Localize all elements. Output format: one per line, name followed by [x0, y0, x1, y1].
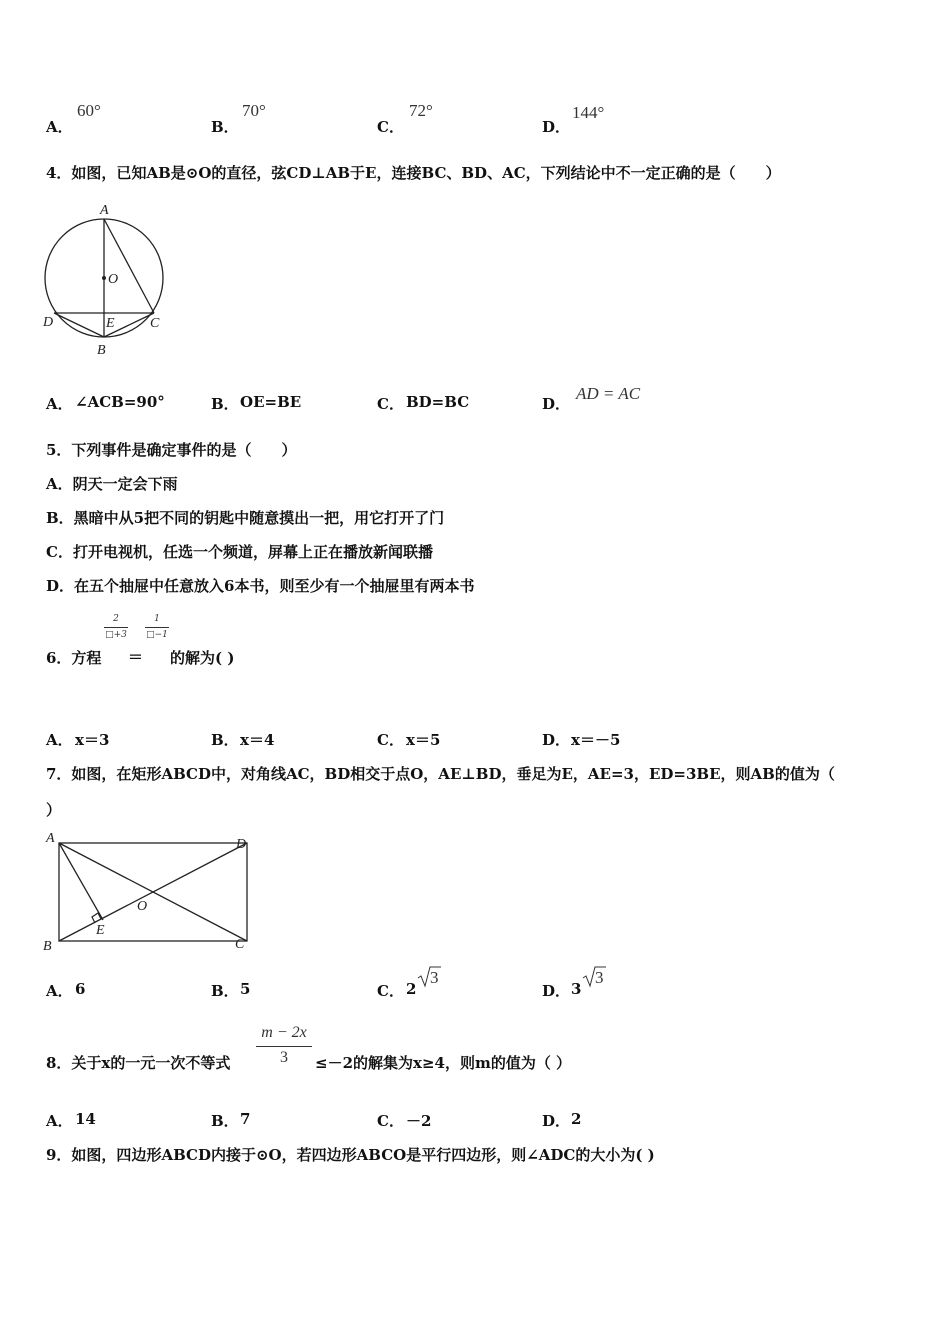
q5-stem: 5．下列事件是确定事件的是（ ）	[46, 441, 297, 459]
q4-label-d: D	[43, 315, 54, 330]
q3-option-a-letter: A．	[46, 118, 73, 136]
q3-option-a-value: 60°	[77, 101, 101, 120]
q4-option-c-value: BD=BC	[406, 393, 470, 411]
q6-right-numerator: 1	[154, 614, 160, 624]
q6-prefix: 6．方程	[46, 649, 102, 667]
q3-option-b-value: 70°	[242, 101, 266, 120]
q3-option-d-letter: D．	[542, 118, 571, 136]
q8-numerator: m − 2x	[261, 1024, 307, 1041]
q7-option-b-letter: B．	[211, 982, 239, 1000]
q9-stem: 9．如图，四边形ABCD内接于⊙O，若四边形ABCO是平行四边形，则∠ADC的大小为( )	[46, 1146, 655, 1164]
q4-label-b: B	[97, 343, 106, 358]
q8-option-a-value: 14	[75, 1110, 96, 1128]
q4-option-d-letter: D．	[542, 395, 571, 413]
q7-option-a-value: 6	[75, 980, 86, 998]
q5-option-d: D．在五个抽屉中任意放入6本书，则至少有一个抽屉里有两本书	[46, 577, 475, 595]
q4-option-b-letter: B．	[211, 395, 239, 413]
q7-option-c-letter: C．	[377, 982, 404, 1000]
q6-option-d-value: x＝－5	[571, 731, 621, 749]
q8-suffix: ≤－2的解集为x≥4，则m的值为（ ）	[315, 1054, 572, 1072]
q7-label-d: D	[236, 837, 247, 852]
q4-label-a: A	[100, 203, 109, 218]
q7-option-c-value: 2	[406, 980, 417, 998]
q5-option-a: A．阴天一定会下雨	[46, 475, 178, 493]
q7-label-c: C	[235, 937, 245, 952]
q7-option-b-value: 5	[240, 980, 251, 998]
q3-option-c-letter: C．	[377, 118, 404, 136]
q4-label-c: C	[150, 316, 160, 331]
q7-stem-end: ）	[46, 801, 62, 819]
q7-label-e: E	[96, 923, 105, 938]
q8-denominator: 3	[280, 1049, 288, 1066]
q7-label-o: O	[137, 899, 148, 914]
q7-label-a: A	[46, 831, 55, 846]
q6-option-c-value: x＝5	[406, 731, 441, 749]
q6-option-d-letter: D．	[542, 731, 571, 749]
q3-option-b-letter: B．	[211, 118, 239, 136]
q4-option-a-value: ∠ACB=90°	[75, 393, 165, 411]
q6-option-a-letter: A．	[46, 731, 73, 749]
q4-label-e: E	[106, 316, 115, 331]
q3-option-d-value: 144°	[572, 103, 605, 122]
q6-option-b-letter: B．	[211, 731, 239, 749]
q8-option-d-value: 2	[571, 1110, 582, 1128]
q7-option-d-letter: D．	[542, 982, 571, 1000]
q8-option-d-letter: D．	[542, 1112, 571, 1130]
q7-stem: 7．如图，在矩形ABCD中，对角线AC，BD相交于点O，AE⊥BD，垂足为E，AE=3，ED=3BE，则AB的值为（	[46, 765, 835, 783]
q4-option-c-letter: C．	[377, 395, 404, 413]
q4-circle-figure	[40, 200, 175, 360]
q7-label-b: B	[43, 939, 52, 954]
q6-option-b-value: x＝4	[240, 731, 275, 749]
q5-option-b: B．黑暗中从5把不同的钥匙中随意摸出一把，用它打开了门	[46, 509, 445, 527]
q6-right-denominator: □−1	[146, 630, 168, 640]
q8-option-c-value: －2	[406, 1112, 432, 1130]
q8-option-b-letter: B．	[211, 1112, 239, 1130]
q3-option-c-value: 72°	[409, 101, 433, 120]
q4-stem: 4．如图，已知AB是⊙O的直径，弦CD⊥AB于E，连接BC、BD、AC，下列结论中不一定正确的是（ ）	[46, 164, 781, 182]
q6-option-a-value: x＝3	[75, 731, 110, 749]
q6-suffix: 的解为( )	[170, 649, 235, 667]
q7-option-c-radicand: 3	[430, 968, 439, 987]
q8-option-c-letter: C．	[377, 1112, 404, 1130]
q6-equals: ＝	[128, 648, 144, 666]
q8-prefix: 8．关于x的一元一次不等式	[46, 1054, 231, 1072]
q5-option-c: C．打开电视机，任选一个频道，屏幕上正在播放新闻联播	[46, 543, 433, 561]
q6-left-numerator: 2	[113, 614, 119, 624]
q8-option-a-letter: A．	[46, 1112, 73, 1130]
q8-option-b-value: 7	[240, 1110, 251, 1128]
q4-option-b-value: OE=BE	[240, 393, 302, 411]
q7-option-d-value: 3	[571, 980, 582, 998]
q4-option-d-value: AD = AC	[576, 384, 641, 403]
q7-option-a-letter: A．	[46, 982, 73, 1000]
q4-option-a-letter: A．	[46, 395, 73, 413]
q4-label-o: O	[108, 272, 119, 287]
q7-rectangle-figure	[40, 826, 260, 956]
q6-option-c-letter: C．	[377, 731, 404, 749]
q6-left-denominator: □+3	[105, 630, 127, 640]
q7-option-d-radicand: 3	[595, 968, 604, 987]
